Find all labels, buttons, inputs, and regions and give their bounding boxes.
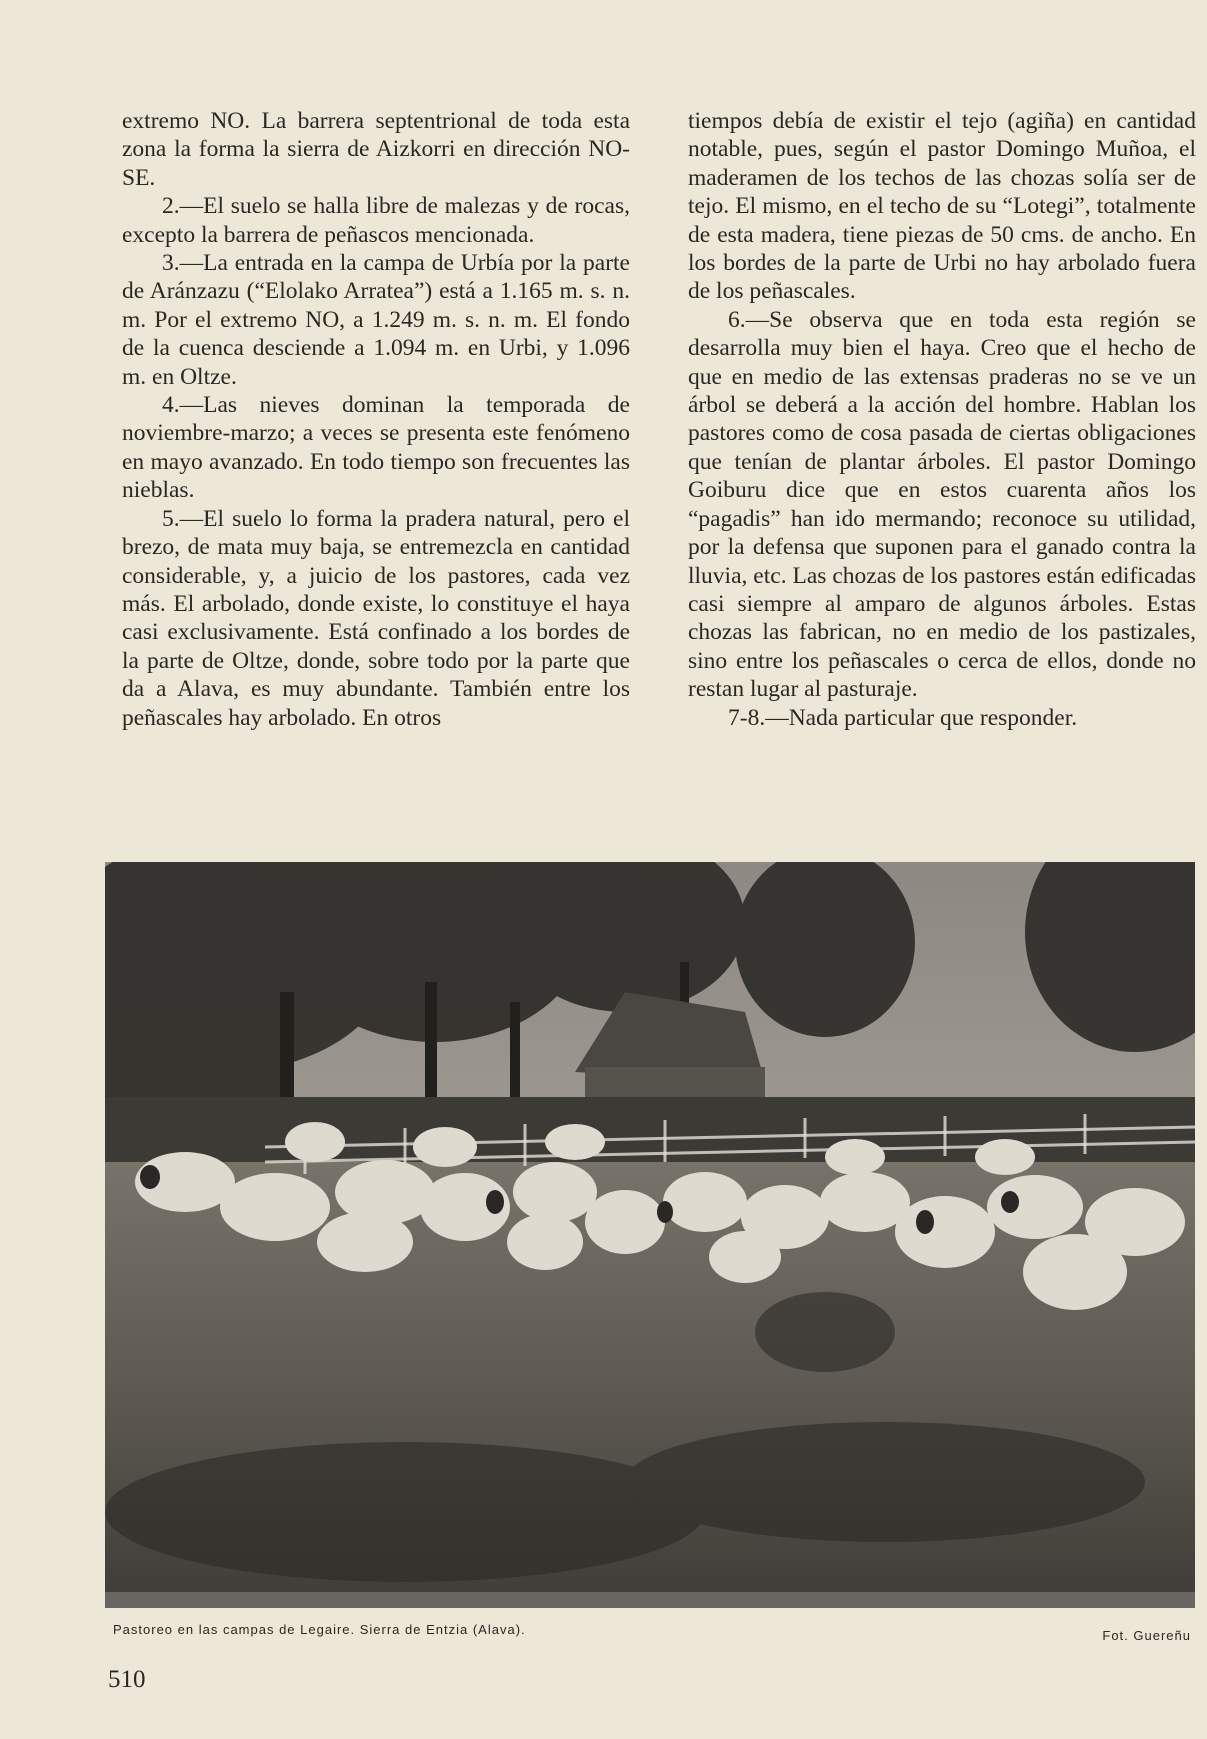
- paragraph: 3.—La entrada en la campa de Urbía por la parte de Aránzazu (“Elolako Arratea”) está a 1.165 m. s. n. m. Por el extremo NO, a 1.249 m. s. n. m. El fondo de la cuenca desciende a 1.094 m. en Urbi, y 1.096 m. en Oltze.: [122, 250, 630, 390]
- paragraph: 7-8.—Nada particular que responder.: [728, 704, 1078, 731]
- paragraph: 4.—Las nieves dominan la temporada de noviembre-marzo; a veces se presenta este fenómeno en mayo avanzado. En todo tiempo son frecuentes las nieblas.: [122, 392, 630, 504]
- sheep-pasture-photo: [105, 862, 1195, 1608]
- paragraph: 6.—Se observa que en toda esta región se desarrolla muy bien el haya. Creo que el hecho de que en medio de las extensas praderas no se ve un árbol se deberá a la acción del hombre. Hablan los pastores como de cosa pasada de ciertas obligaciones que tenían de plantar árboles. El pastor Domingo Goiburu dice que en estos cuarenta años los “pagadis” han ido mermando; reconoce su utilidad, por la defensa que suponen para el ganado contra la lluvia, etc. Las chozas de los pastores están edificadas casi siempre al amparo de algunos árboles. Estas chozas las fabrican, no en medio de los pastizales, sino entre los peñascales o cerca de ellos, donde no restan lugar al pasturaje.: [688, 306, 1196, 703]
- photo-credit: Fot. Guereñu: [1102, 1628, 1191, 1643]
- photo-caption: Pastoreo en las campas de Legaire. Sierra de Entzia (Alava).: [113, 1622, 526, 1637]
- paragraph: 2.—El suelo se halla libre de malezas y de rocas, excepto la barrera de peñascos mencionada.: [122, 193, 630, 248]
- left-text-column: [122, 107, 630, 732]
- paragraph: tiempos debía de existir el tejo (agiña) en cantidad notable, pues, según el pastor Domingo Muñoa, el maderamen de los techos de las chozas solía ser de tejo. El mismo, en el techo de su “Lotegi”, totalmente de esta madera, tiene piezas de 50 cms. de ancho. En los bordes de la parte de Urbi no hay arbolado fuera de los peñascales.: [688, 108, 1196, 305]
- paragraph: 5.—El suelo lo forma la pradera natural, pero el brezo, de mata muy baja, se entremezcla en cantidad considerable, y, a juicio de los pastores, cada vez más. El arbolado, donde existe, lo constituye el haya casi exclusivamente. Está confinado a los bordes de la parte de Oltze, donde, sobre todo por la parte que da a Alava, es muy abundante. También entre los peñascales hay arbolado. En otros: [122, 505, 630, 731]
- page-number: 510: [108, 1666, 146, 1693]
- paragraph: extremo NO. La barrera septentrional de toda esta zona la forma la sierra de Aizkorri en dirección NO-SE.: [122, 108, 630, 191]
- right-text-column: [688, 107, 1196, 732]
